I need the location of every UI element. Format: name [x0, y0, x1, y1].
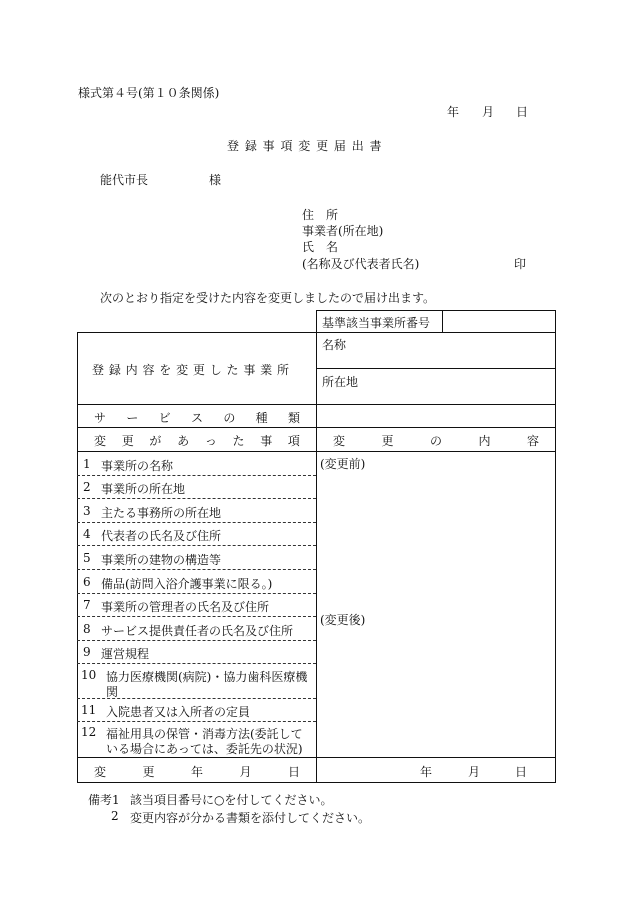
- item-no: 4: [83, 527, 91, 541]
- office-location-label: 所在地: [322, 375, 359, 389]
- item-separator: [77, 545, 316, 546]
- item-no: 8: [83, 622, 91, 636]
- item-no: 9: [83, 645, 91, 659]
- item-text: 代表者の氏名及び住所: [101, 529, 222, 543]
- item-no: 2: [83, 480, 91, 494]
- item-separator: [77, 522, 316, 523]
- item-separator: [77, 569, 316, 570]
- item-no: 7: [83, 598, 91, 612]
- item-no: 1: [83, 457, 91, 471]
- change-content-header: 変 更 の 内 容: [333, 434, 539, 448]
- office-name-label: 名称: [322, 338, 347, 352]
- date-year: 年: [447, 105, 460, 119]
- change-date-year: 年: [420, 765, 433, 779]
- form-number: 様式第４号(第１０条関係): [78, 86, 220, 100]
- item-text: 福祉用具の保管・消毒方法(委託して: [106, 727, 303, 741]
- after-label: (変更後): [320, 613, 366, 627]
- intro-text: 次のとおり指定を受けた内容を変更しましたので届け出ます。: [100, 291, 436, 305]
- page-title: 登 録 事 項 変 更 届 出 書: [227, 139, 383, 153]
- change-date-day: 日: [515, 765, 528, 779]
- item-text: サービス提供責任者の氏名及び住所: [101, 624, 294, 638]
- table-line: [316, 310, 317, 783]
- item-text: 事業所の所在地: [101, 482, 186, 496]
- change-date-label: 変 更 年 月 日: [94, 765, 300, 779]
- item-text-line2: いる場合にあっては、委託先の状況): [106, 742, 303, 756]
- changed-item-header: 変 更 が あ っ た 事 項: [94, 434, 300, 448]
- item-text: 入院患者又は入所者の定員: [106, 705, 251, 719]
- item-separator: [77, 475, 316, 476]
- office-number-label: 基準該当事業所番号: [322, 316, 431, 330]
- item-text-line2: 関: [106, 685, 119, 699]
- honorific: 様: [209, 173, 222, 187]
- seal-mark: 印: [514, 257, 527, 271]
- name-sub-label: (名称及び代表者氏名): [302, 257, 420, 271]
- item-separator: [77, 616, 316, 617]
- item-no: 3: [83, 504, 91, 518]
- service-type-label: サ ー ビ ス の 種 類: [94, 411, 300, 425]
- item-text: 事業所の建物の構造等: [101, 553, 222, 567]
- note-2-number: 2: [111, 809, 119, 823]
- item-text: 主たる事務所の所在地: [101, 506, 222, 520]
- date-day: 日: [516, 105, 529, 119]
- item-text: 事業所の名称: [101, 459, 174, 473]
- addressee: 能代市長: [100, 173, 149, 187]
- address-sub-label: 事業者(所在地): [302, 224, 384, 238]
- notes-label: 備考1: [88, 793, 120, 807]
- item-text: 事業所の管理者の氏名及び住所: [101, 600, 270, 614]
- office-label: 登 録 内 容 を 変 更 し た 事 業 所: [92, 363, 290, 377]
- table-line: [442, 310, 443, 332]
- date-month: 月: [482, 105, 495, 119]
- item-no: 11: [81, 703, 97, 717]
- address-label: 住 所: [302, 208, 339, 222]
- item-separator: [77, 663, 316, 664]
- table-line: [555, 310, 556, 783]
- item-no: 12: [81, 725, 97, 739]
- change-date-month: 月: [468, 765, 481, 779]
- item-separator: [77, 498, 316, 499]
- item-text: 備品(訪問入浴介護事業に限る。): [101, 577, 273, 591]
- table-line: [316, 368, 556, 369]
- item-separator: [77, 721, 316, 722]
- note-1: 該当項目番号に○を付してください。: [130, 793, 333, 807]
- name-label: 氏 名: [302, 240, 339, 254]
- item-text: 協力医療機関(病院)・協力歯科医療機: [106, 670, 308, 684]
- item-separator: [77, 593, 316, 594]
- item-separator: [77, 640, 316, 641]
- item-no: 5: [83, 551, 91, 565]
- item-text: 運営規程: [101, 647, 150, 661]
- table-line: [77, 332, 78, 783]
- note-2: 変更内容が分かる書類を添付してください。: [130, 811, 371, 825]
- item-no: 10: [81, 668, 97, 682]
- table-line: [316, 310, 556, 311]
- item-no: 6: [83, 575, 91, 589]
- before-label: (変更前): [320, 457, 366, 471]
